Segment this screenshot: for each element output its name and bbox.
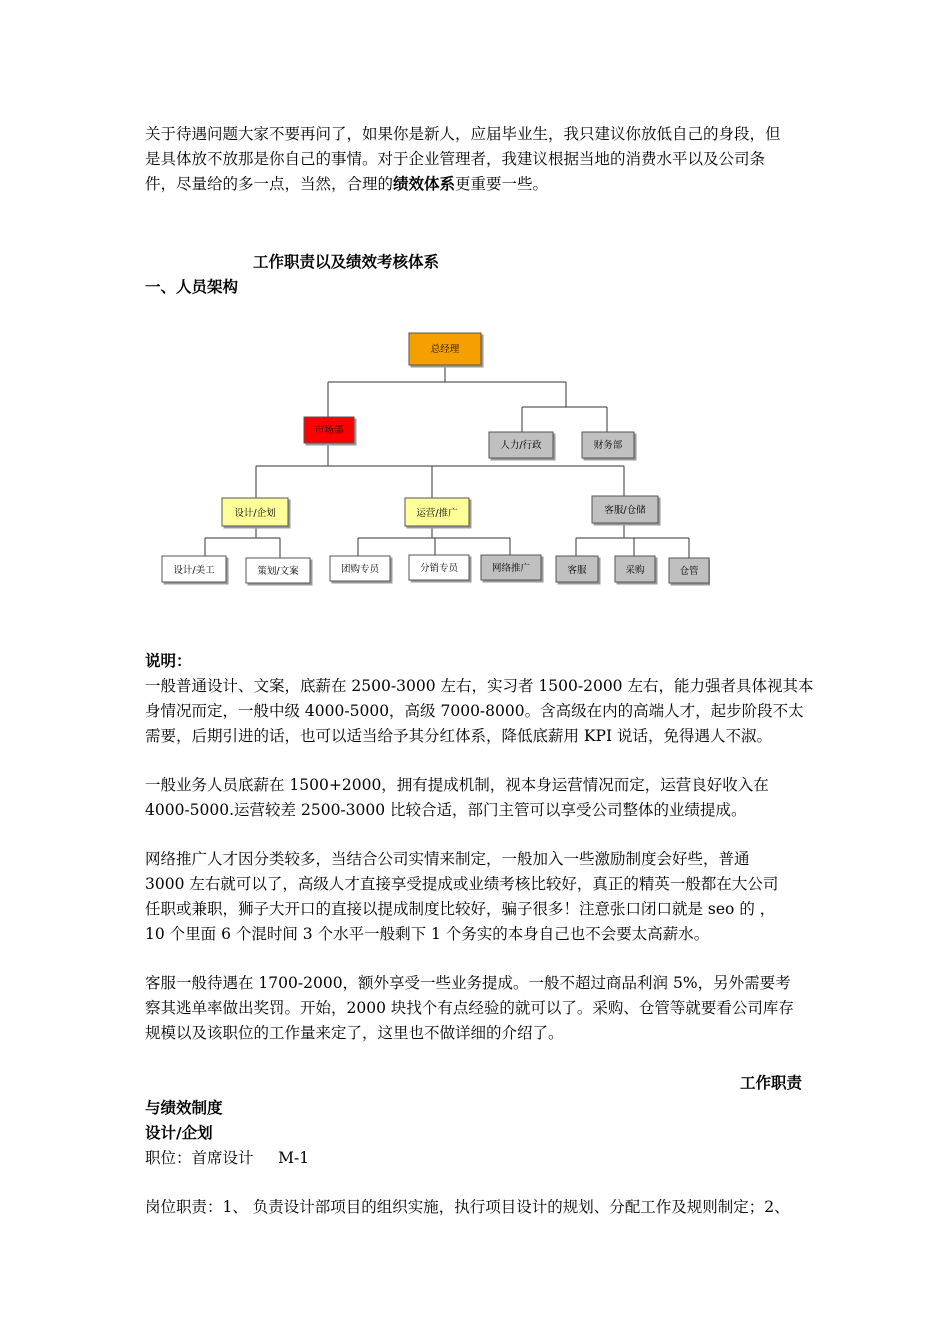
notes-p3-line: 3000 左右就可以了，高级人才直接享受提成或业绩考核比较好，真正的精英一般都在大公司 xyxy=(145,875,779,893)
org-label-warehouse: 仓管 xyxy=(679,566,699,577)
notes-p4-line: 客服一般待遇在 1700-2000，额外享受一些业务提成。一般不超过商品利润 5%，另外需要考 xyxy=(145,974,791,992)
notes-p3-line: 10 个里面 6 个混时间 3 个水平一般剩下 1 个务实的本身自己也不会要太高薪水。 xyxy=(145,925,710,943)
org-label-planner: 策划/文案 xyxy=(257,566,299,577)
org-node-distribution xyxy=(409,555,469,580)
notes-p1-line: 需要，后期引进的话，也可以适当给予其分红体系，降低底薪用 KPI 说话，免得遇人不淑。 xyxy=(145,727,772,745)
org-label-design: 设计/企划 xyxy=(234,508,276,519)
org-label-purchase: 采购 xyxy=(625,565,645,576)
org-label-cs: 客服 xyxy=(567,565,587,576)
org-node-finance xyxy=(582,432,634,458)
notes-p3-line: 网络推广人才因分类较多，当结合公司实情来制定，一般加入一些激励制度会好些，普通 xyxy=(145,850,750,868)
org-node-hr xyxy=(489,432,553,458)
intro-bold-term: 绩效体系 xyxy=(393,175,456,193)
intro-line-1: 关于待遇问题大家不要再问了，如果你是新人，应届毕业生，我只建议你放低自己的身段，但 xyxy=(145,125,781,143)
intro-line-3-end: 更重要一些。 xyxy=(455,175,549,193)
notes-paragraph-1 xyxy=(145,674,814,749)
org-node-cs xyxy=(556,556,598,582)
org-node-planner xyxy=(246,558,310,583)
position-line: 职位：首席设计 M-1 xyxy=(145,1149,310,1167)
section-1-heading: 一、人员架构 xyxy=(145,278,239,296)
notes-p2-line: 一般业务人员底薪在 1500+2000，拥有提成机制，视本身运营情况而定，运营良好收入在 xyxy=(145,776,769,794)
org-label-distribution: 分销专员 xyxy=(419,563,459,574)
org-label-ops: 运营/推广 xyxy=(416,508,458,519)
org-label-group-buy: 团购专员 xyxy=(340,564,380,575)
org-label-designer: 设计/美工 xyxy=(173,565,215,576)
org-node-general-manager xyxy=(409,333,481,365)
duty-line: 岗位职责：1、 负责设计部项目的组织实施，执行项目设计的规划、分配工作及规则制定；2、 xyxy=(145,1198,790,1216)
org-label-service: 客服/仓储 xyxy=(604,505,646,516)
org-chart xyxy=(150,320,710,590)
org-node-ops xyxy=(405,498,469,526)
org-label-market: 市场部 xyxy=(314,425,344,436)
notes-p3-line: 任职或兼职，狮子大开口的直接以提成制度比较好，骗子很多！注意张口闭口就是 seo 的 ， xyxy=(145,900,776,918)
section-title: 工作职责以及绩效考核体系 xyxy=(253,253,440,271)
org-label-hr: 人力/行政 xyxy=(500,440,542,451)
org-node-purchase xyxy=(615,556,655,582)
notes-p4-line: 规模以及该职位的工作量来定了，这里也不做详细的介绍了。 xyxy=(145,1024,564,1042)
notes-p1-line: 一般普通设计、文案，底薪在 2500-3000 左右，实习者 1500-2000 左右，能力强者具体视其本 xyxy=(145,677,814,695)
org-node-online-promo xyxy=(481,555,541,580)
org-label-online-promo: 网络推广 xyxy=(491,563,531,574)
notes-p1-line: 身情况而定，一般中级 4000-5000，高级 7000-8000。含高级在内的高端人才，起步阶段不太 xyxy=(145,702,804,720)
org-node-group-buy xyxy=(330,556,390,581)
notes-p2-line: 4000-5000.运营较差 2500-3000 比较合适，部门主管可以享受公司整体的业绩提成。 xyxy=(145,801,747,819)
org-node-service xyxy=(592,496,658,523)
notes-p4-line: 察其逃单率做出奖罚。开始，2000 块找个有点经验的就可以了。采购、仓管等就要看公司库存 xyxy=(145,999,794,1017)
intro-line-3 xyxy=(145,172,809,197)
notes-paragraph-3 xyxy=(145,847,809,947)
notes-heading: 说明： xyxy=(145,652,192,670)
org-label-finance: 财务部 xyxy=(593,440,623,451)
duty-title-part-2: 与绩效制度 xyxy=(145,1099,223,1117)
org-node-designer xyxy=(162,556,226,582)
org-connectors xyxy=(205,365,689,558)
org-node-market xyxy=(304,417,354,443)
duty-title-part-1: 工作职责 xyxy=(740,1074,803,1092)
notes-paragraph-2 xyxy=(145,773,809,823)
intro-line-2: 是具体放不放那是你自己的事情。对于企业管理者，我建议根据当地的消费水平以及公司条 xyxy=(145,150,766,168)
design-heading: 设计/企划 xyxy=(145,1124,213,1142)
notes-paragraph-4 xyxy=(145,971,809,1046)
org-node-warehouse xyxy=(669,558,709,583)
org-node-design xyxy=(222,498,288,526)
intro-line-3-start: 件，尽量给的多一点，当然，合理的 xyxy=(145,175,394,193)
intro-paragraph xyxy=(145,122,809,197)
org-label-general-manager: 总经理 xyxy=(430,344,460,355)
